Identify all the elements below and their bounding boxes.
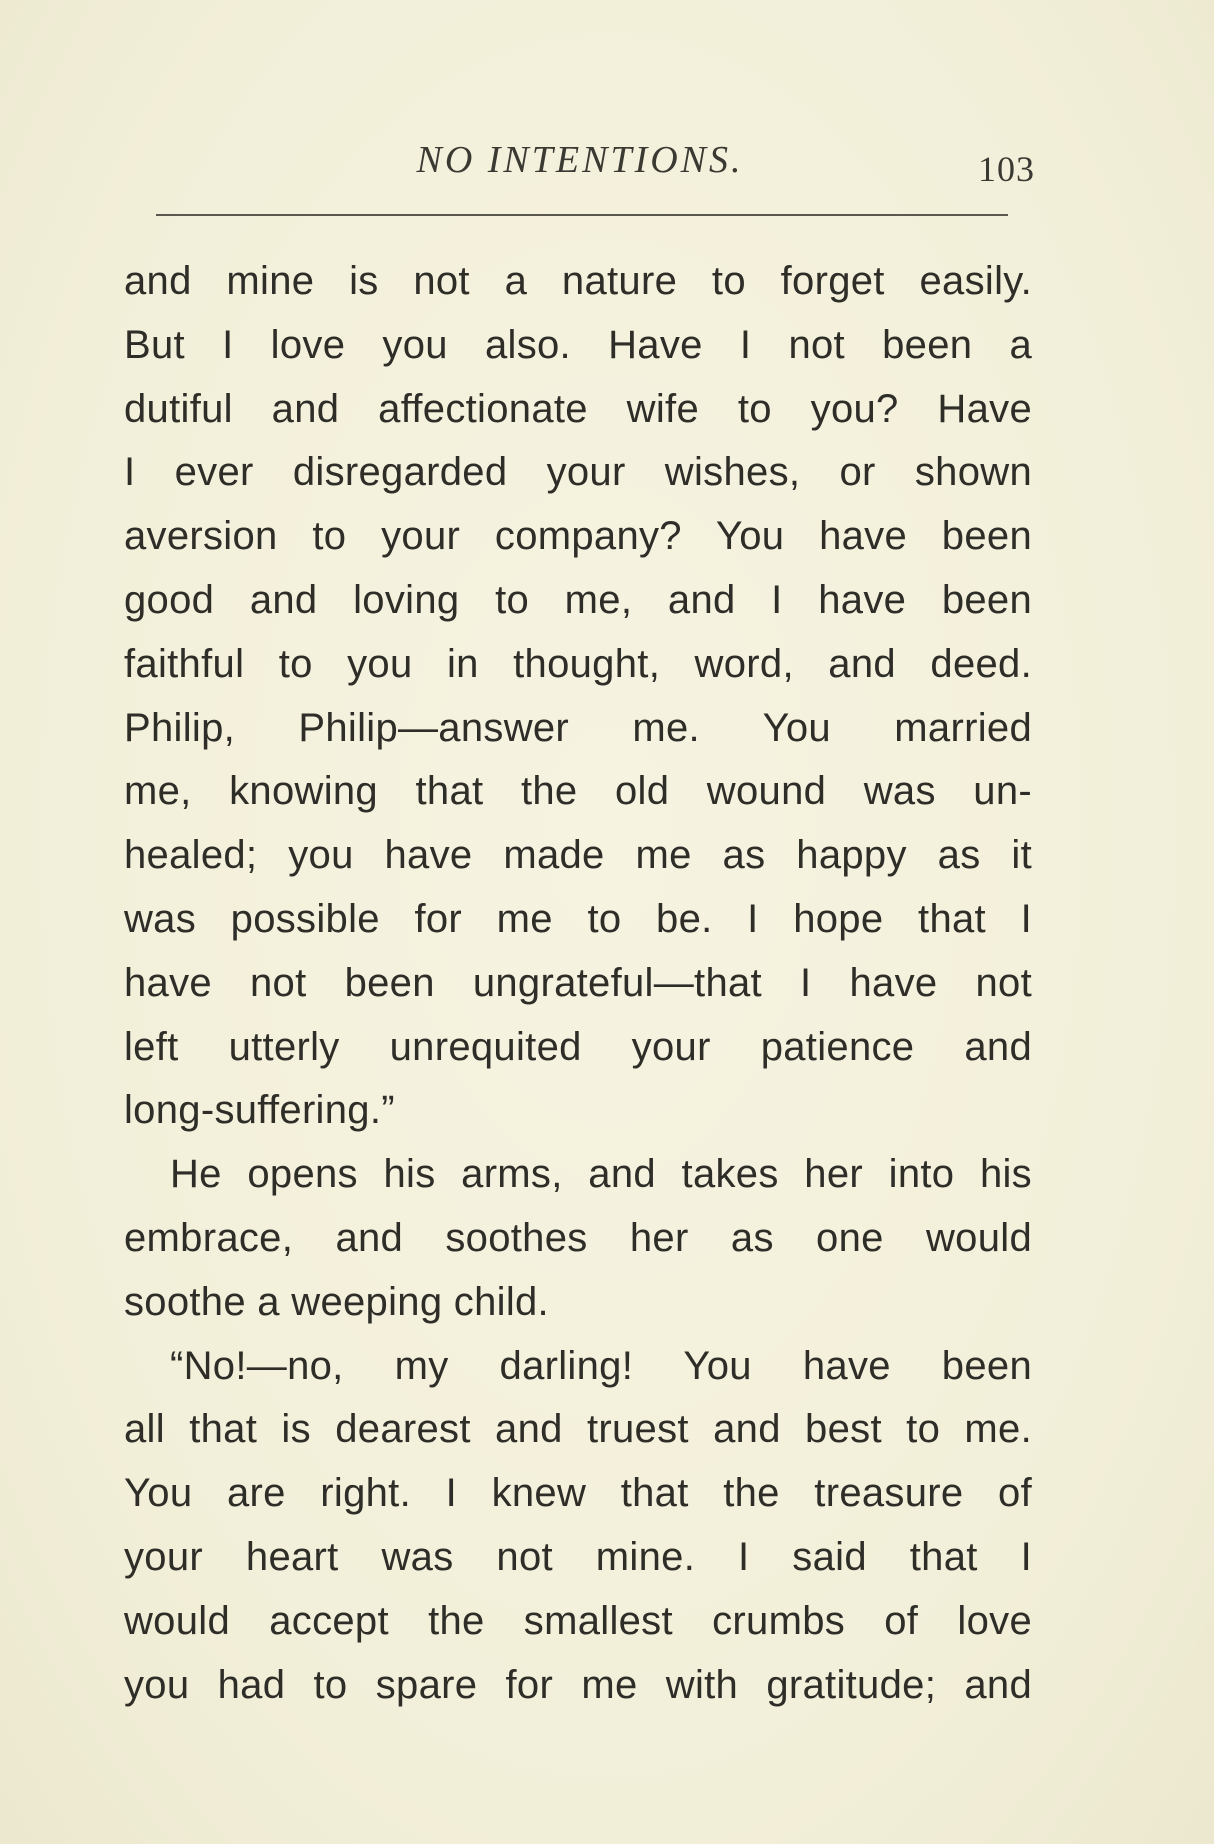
- text-line: have not been ungrateful—that I have not: [124, 960, 1032, 1005]
- text-line: and mine is not a nature to forget easily.: [124, 259, 1032, 303]
- text-line: your heart was not mine. I said that I: [124, 1534, 1032, 1579]
- text-line: faithful to you in thought, word, and deed.: [124, 641, 1032, 686]
- text-line: aversion to your company? You have been: [124, 514, 1032, 559]
- text-line: good and loving to me, and I have been: [124, 577, 1032, 622]
- text-line: Philip, Philip—answer me. You married: [124, 705, 1032, 750]
- text-line: would accept the smallest crumbs of love: [124, 1598, 1032, 1643]
- text-line: healed; you have made me as happy as it: [124, 833, 1032, 878]
- text-line: He opens his arms, and takes her into his: [170, 1152, 1032, 1197]
- page-number: 103: [978, 149, 1035, 189]
- text-line: you had to spare for me with gratitude; and: [124, 1662, 1032, 1707]
- header-rule: [156, 214, 1008, 216]
- text-line: was possible for me to be. I hope that I: [124, 896, 1032, 941]
- text-line: “No!—no, my darling! You have been: [170, 1343, 1032, 1388]
- text-line: long-suffering.”: [124, 1088, 395, 1133]
- text-line: I ever disregarded your wishes, or shown: [124, 450, 1032, 495]
- text-line: dutiful and affectionate wife to you? Have: [124, 386, 1032, 431]
- text-line: all that is dearest and truest and best to me.: [124, 1407, 1032, 1452]
- running-title: NO INTENTIONS.: [416, 139, 744, 181]
- text-line: You are right. I knew that the treasure of: [124, 1471, 1032, 1516]
- text-line: left utterly unrequited your patience and: [124, 1024, 1032, 1069]
- body-text: [124, 250, 1032, 1717]
- text-line: soothe a weeping child.: [124, 1279, 549, 1324]
- text-line: But I love you also. Have I not been a: [124, 322, 1032, 367]
- text-line: embrace, and soothes her as one would: [124, 1215, 1032, 1260]
- text-line: me, knowing that the old wound was un-: [124, 769, 1032, 814]
